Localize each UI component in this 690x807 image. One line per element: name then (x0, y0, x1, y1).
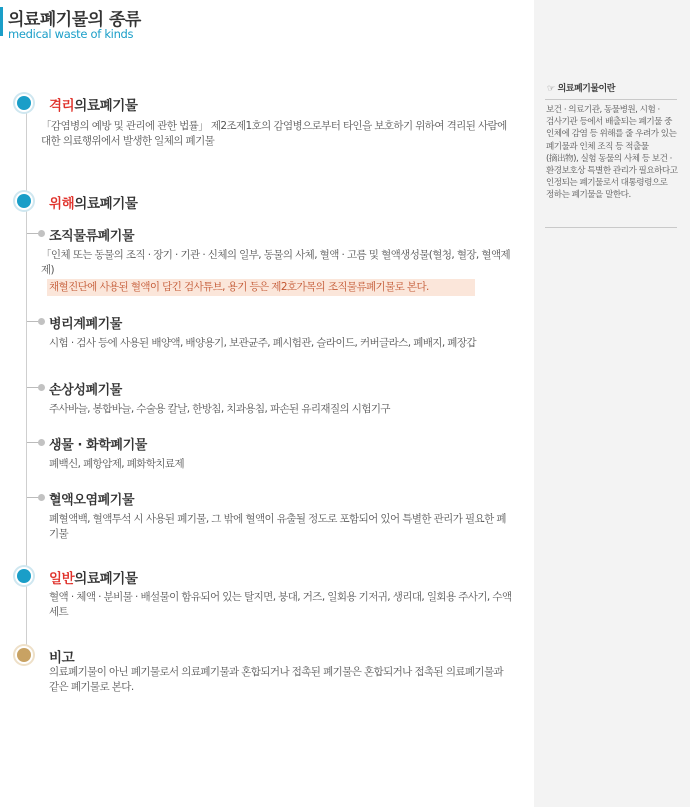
sidebar-title (547, 81, 615, 94)
section-title-rest: 의료폐기물 (74, 196, 138, 212)
subsection-text-blood: 폐혈액백, 혈액투석 시 사용된 폐기물, 그 밖에 혈액이 유출될 정도로 포함되어 있어 특별한 관리가 필요한 폐기물 (49, 513, 506, 540)
section-title-highlight: 위해 (49, 196, 75, 212)
subsection-title-pathological: 병리계폐기물 (49, 317, 122, 332)
subsection-text-biochemical: 폐백신, 폐항암제, 폐화학치료제 (49, 458, 185, 470)
subsection-title-blood: 혈액오염폐기물 (49, 493, 135, 508)
subsection-title-biochemical: 생물 · 화학폐기물 (49, 438, 147, 453)
sidebar-divider (545, 99, 677, 100)
subsection-title-tissue: 조직물류폐기물 (49, 229, 135, 244)
section-dot-icon (17, 569, 31, 583)
sidebar-title-label: 의료폐기물이란 (557, 84, 615, 94)
section-title-highlight: 일반 (49, 571, 75, 587)
section-dot-icon (17, 96, 31, 110)
section-title-general (49, 567, 138, 587)
subsection-title-sharps: 손상성폐기물 (49, 383, 122, 398)
section-title-rest: 의료폐기물 (74, 571, 138, 587)
section-text-note: 의료폐기물이 아닌 폐기물로서 의료폐기물과 혼합되거나 접촉된 폐기물은 혼합되거나 접촉된 의료폐기물과 같은 폐기물로 본다. (49, 666, 504, 693)
section-title-hazardous (49, 192, 138, 212)
subsection-dot-icon (27, 321, 41, 322)
note-dot-icon (17, 648, 31, 662)
sidebar-text: 보건 · 의료기관, 동물병원, 시험 · 검사기관 등에서 배출되는 폐기물 중 인체에 감염 등 위해를 줄 우려가 있는 폐기물과 인체 조직 등 적출물(摘出物), 실험 동물의 사체 등 보건 · 환경보호상 특별한 관리가 필요하다고 인정되는 폐기물로서 대통령령으로 정하는 폐기물을 말한다. (546, 105, 678, 201)
sidebar-divider (545, 227, 677, 228)
section-title-isolation (49, 94, 138, 114)
subsection-dot-icon (27, 233, 41, 234)
subsection-dot-icon (27, 497, 41, 498)
subsection-text-sharps: 주사바늘, 봉합바늘, 수술용 칼날, 한방침, 치과용침, 파손된 유리재질의 시험기구 (49, 403, 390, 415)
section-dot-icon (17, 194, 31, 208)
section-text-isolation: 「감염병의 예방 및 관리에 관한 법률」 제2조제1호의 감염병으로부터 타인을 보호하기 위하여 격리된 사람에 대한 의료행위에서 발생한 일체의 폐기물 (41, 120, 507, 147)
subsection-text-tissue: 「인체 또는 동물의 조직 · 장기 · 기관 · 신체의 일부, 동물의 사체, 혈액 · 고름 및 혈액생성물(혈청, 혈장, 혈액제제) (41, 249, 511, 276)
page-subtitle: medical waste of kinds (8, 27, 134, 41)
subsection-dot-icon (27, 442, 41, 443)
section-title-rest: 의료폐기물 (74, 98, 138, 114)
subsection-dot-icon (27, 387, 41, 388)
section-title-note: 비고 (49, 650, 75, 666)
subsection-text-pathological: 시험 · 검사 등에 사용된 배양액, 배양용기, 보관균주, 폐시험관, 슬라이드, 커버글라스, 폐배지, 폐장갑 (49, 337, 476, 349)
page-title: 의료폐기물의 종류 (8, 10, 141, 30)
section-text-general: 혈액 · 체액 · 분비물 · 배설물이 함유되어 있는 탈지면, 붕대, 거즈, 일회용 기저귀, 생리대, 일회용 주사기, 수액세트 (49, 591, 512, 618)
highlight-text: 채혈진단에 사용된 혈액이 담긴 검사튜브, 용기 등은 제2호가목의 조직물류폐기물로 본다. (49, 281, 429, 293)
section-title-highlight: 격리 (49, 98, 75, 114)
pointing-hand-icon: ☞ (547, 84, 555, 94)
sidebar (534, 0, 690, 807)
